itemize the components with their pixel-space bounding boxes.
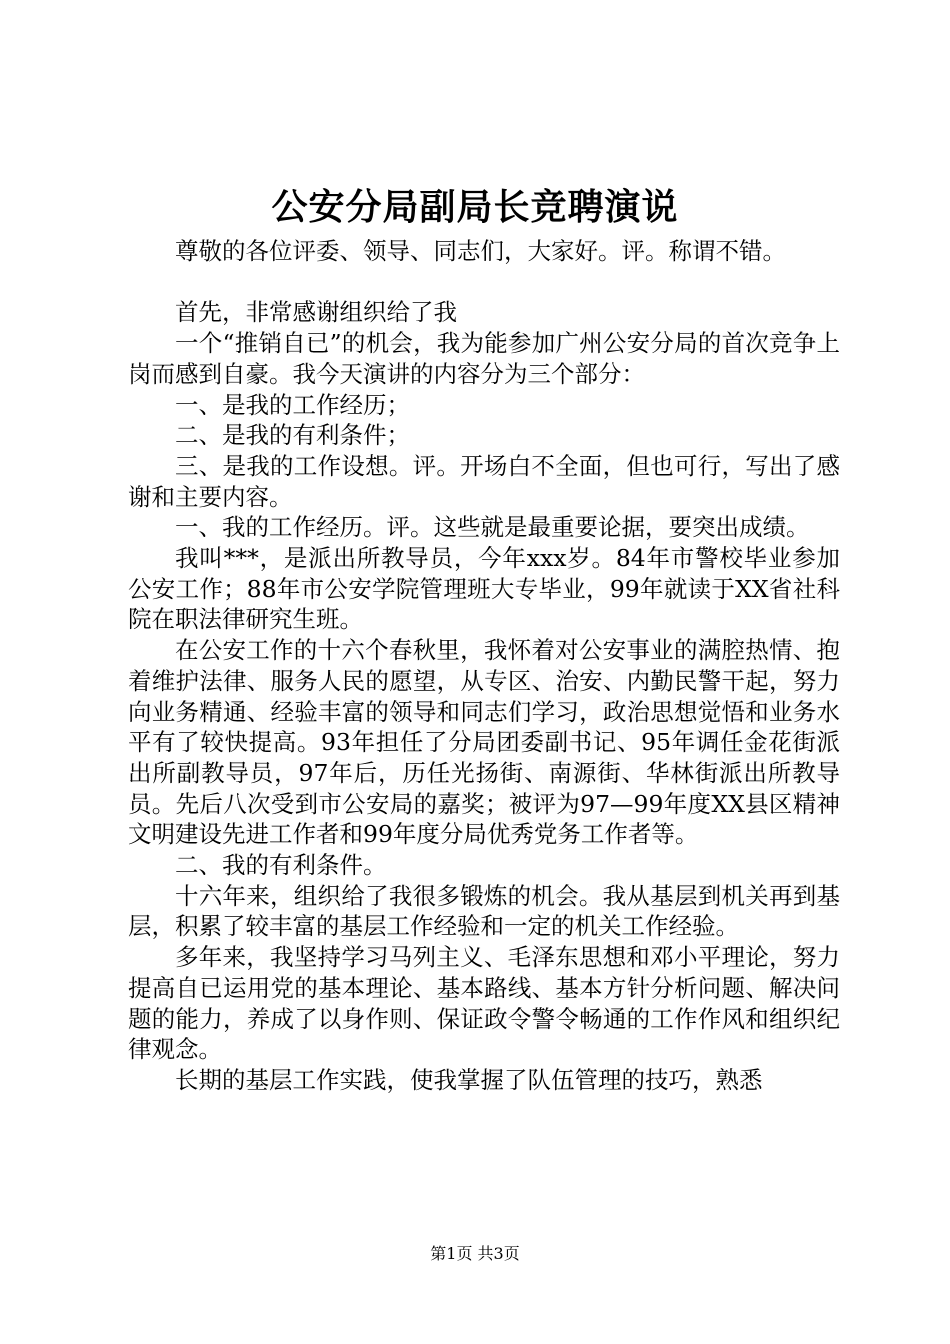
page-footer: 第1页 共3页 xyxy=(430,1244,520,1263)
body-paragraph: 十六年来，组织给了我很多锻炼的机会。我从基层到机关再到基层，积累了较丰富的基层工作经验和一定的机关工作经验。 xyxy=(128,881,840,941)
body-paragraph: 多年来，我坚持学习马列主义、毛泽东思想和邓小平理论，努力提高自已运用党的基本理论、基本路线、基本方针分析问题、解决问题的能力，养成了以身作则、保证政令警令畅通的工作作风和组织纪律观念。 xyxy=(128,943,840,1064)
document-body xyxy=(128,236,840,1096)
document-title: 公安分局副局长竞聘演说 xyxy=(271,186,679,228)
body-paragraph: 一、是我的工作经历； xyxy=(175,390,410,419)
body-paragraph: 我叫***，是派出所教导员，今年xxx岁。84年市警校毕业参加公安工作；88年市公安学院管理班大专毕业，99年就读于XX省社科院在职法律研究生班。 xyxy=(128,544,840,634)
section-heading-paragraph: 二、我的有利条件。 xyxy=(175,851,387,880)
body-paragraph: 在公安工作的十六个春秋里，我怀着对公安事业的满腔热情、抱着维护法律、服务人民的愿望，从专区、治安、内勤民警干起，努力向业务精通、经验丰富的领导和同志们学习，政治思想觉悟和业务水平有了较快提高。93年担任了分局团委副书记、95年调任金花街派出所副教导员，97年后，历任光扬街、南源街、华林街派出所教导员。先后八次受到市公安局的嘉奖；被评为97—99年度XX县区精神文明建设先进工作者和99年度分局优秀党务工作者等。 xyxy=(128,636,840,849)
body-paragraph: 一个“推销自已”的机会，我为能参加广州公安分局的首次竞争上岗而感到自豪。我今天演讲的内容分为三个部分： xyxy=(128,329,840,388)
section-heading-paragraph: 一、我的工作经历。评。这些就是最重要论据，要突出成绩。 xyxy=(175,513,810,542)
body-paragraph: 三、是我的工作设想。评。开场白不全面，但也可行，写出了感谢和主要内容。 xyxy=(128,451,840,511)
body-paragraph: 二、是我的有利条件； xyxy=(175,421,410,450)
body-paragraph: 首先，非常感谢组织给了我 xyxy=(175,298,457,327)
greeting-paragraph: 尊敬的各位评委、领导、同志们，大家好。评。称谓不错。 xyxy=(175,237,786,265)
paragraph-gap xyxy=(128,267,840,298)
body-paragraph: 长期的基层工作实践，使我掌握了队伍管理的技巧，熟悉 xyxy=(175,1065,763,1094)
